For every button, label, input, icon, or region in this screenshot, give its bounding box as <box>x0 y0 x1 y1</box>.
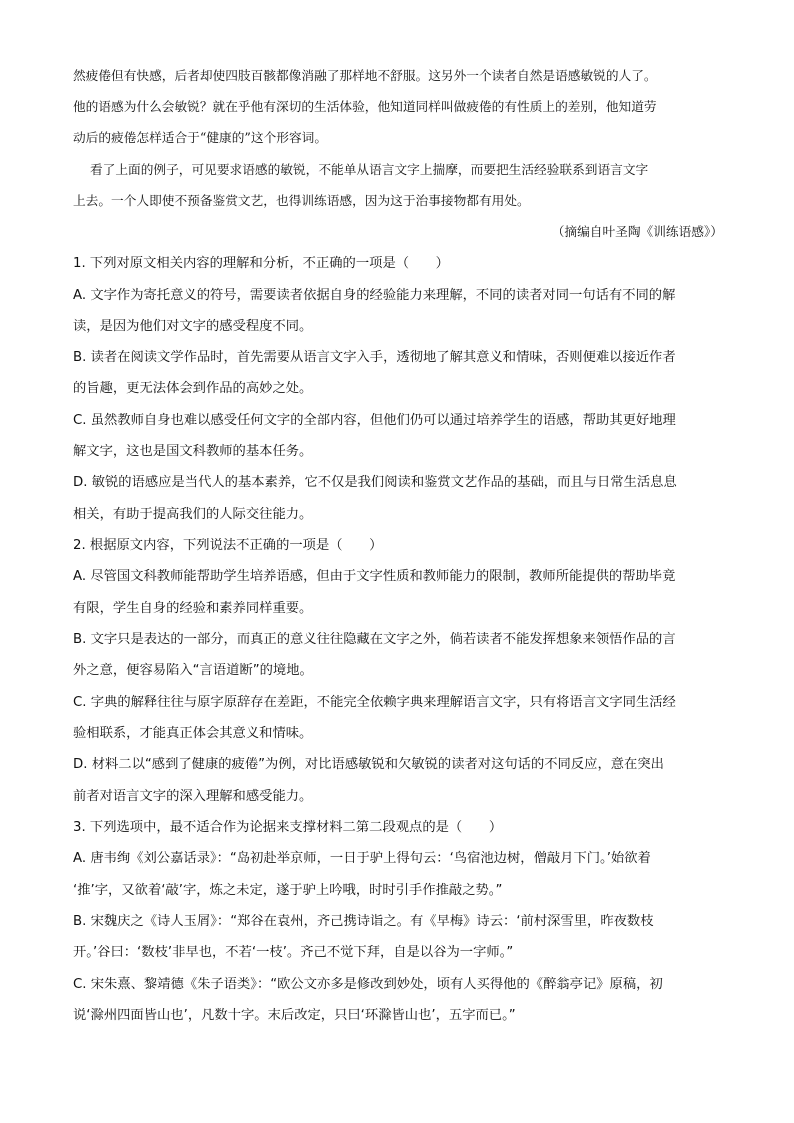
passage-line: 上去。一个人即使不预备鉴赏文艺，也得训练语感，因为这于治事接物都有用处。 <box>73 193 530 208</box>
option-line: 外之意，便容易陷入“言语道断”的境地。 <box>73 663 313 678</box>
question-stem: 1. 下列对原文相关内容的理解和分析，不正确的一项是（ ） <box>73 256 449 271</box>
option-line: A. 文字作为寄托意义的符号，需要读者依据自身的经验能力来理解，不同的读者对同一句话有不同的解 <box>73 288 676 303</box>
question-stem: 2. 根据原文内容，下列说法不正确的一项是（ ） <box>73 538 383 553</box>
passage-line: 然疲倦但有快感，后者却使四肢百骸都像消融了那样地不舒服。这另外一个读者自然是语感敏锐的人了。 <box>73 68 657 83</box>
option-line: 解文字，这也是国文科教师的基本任务。 <box>73 444 313 459</box>
option-line: ‘推’字，又欲着‘敲’字，炼之未定，遂于驴上吟哦，时时引手作推敲之势。” <box>73 883 503 898</box>
option-line: 读，是因为他们对文字的感受程度不同。 <box>73 319 313 334</box>
passage-line: 动后的疲倦怎样适合于“健康的”这个形容词。 <box>73 130 328 145</box>
option-line: B. 文字只是表达的一部分，而真正的意义往往隐藏在文字之外，倘若读者不能发挥想象来领悟作品的言 <box>73 632 676 647</box>
option-line: B. 读者在阅读文学作品时，首先需要从语言文字入手，透彻地了解其意义和情味，否则便难以接近作者 <box>73 350 676 365</box>
option-line: 开。’谷曰：‘数枝’非早也，不若‘一枝’。齐己不觉下拜，自是以谷为一字师。” <box>73 945 514 960</box>
option-line: 相关，有助于提高我们的人际交往能力。 <box>73 507 313 522</box>
option-line: 说‘滁州四面皆山也’，凡数十字。末后改定，只曰‘环滁皆山也’，五字而已。” <box>73 1008 516 1023</box>
option-line: C. 字典的解释往往与原字原辞存在差距，不能完全依赖字典来理解语言文字，只有将语言文字同生活经 <box>73 695 676 710</box>
passage-line: 他的语感为什么会敏锐？就在乎他有深切的生活体验，他知道同样叫做疲倦的有性质上的差别，他知道劳 <box>73 99 657 114</box>
option-line: A. 尽管国文科教师能帮助学生培养语感，但由于文字性质和教师能力的限制，教师所能提供的帮助毕竟 <box>73 569 676 584</box>
option-line: C. 宋朱熹、黎靖德《朱子语类》：“欧公文亦多是修改到妙处，顷有人买得他的《醉翁亭记》原稿，初 <box>73 977 663 992</box>
option-line: B. 宋魏庆之《诗人玉屑》：“郑谷在袁州，齐己携诗诣之。有《早梅》诗云：‘前村深雪里，昨夜数枝 <box>73 914 654 929</box>
option-line: 的旨趣，更无法体会到作品的高妙之处。 <box>73 381 313 396</box>
option-line: C. 虽然教师自身也难以感受任何文字的全部内容，但他们仍可以通过培养学生的语感，帮助其更好地理 <box>73 413 676 428</box>
option-line: D. 敏锐的语感应是当代人的基本素养，它不仅是我们阅读和鉴赏文艺作品的基础，而且与日常生活息息 <box>73 475 677 490</box>
option-line: D. 材料二以“感到了健康的疲倦”为例，对比语感敏锐和欠敏锐的读者对这句话的不同反应，意在突出 <box>73 757 664 772</box>
passage-line: 看了上面的例子，可见要求语感的敏锐，不能单从语言文字上揣摩，而要把生活经验联系到语言文字 <box>90 162 649 177</box>
option-line: 验相联系，才能真正体会其意义和情味。 <box>73 726 313 741</box>
question-stem: 3. 下列选项中，最不适合作为论据来支撑材料二第二段观点的是（ ） <box>73 820 503 835</box>
passage-source: （摘编自叶圣陶《训练语感》） <box>551 224 723 239</box>
option-line: 前者对语言文字的深入理解和感受能力。 <box>73 789 313 804</box>
option-line: 有限，学生自身的经验和素养同样重要。 <box>73 601 313 616</box>
option-line: A. 唐韦绚《刘公嘉话录》：“岛初赴举京师，一日于驴上得句云：‘鸟宿池边树，僧敲月下门。’始欲着 <box>73 851 651 866</box>
